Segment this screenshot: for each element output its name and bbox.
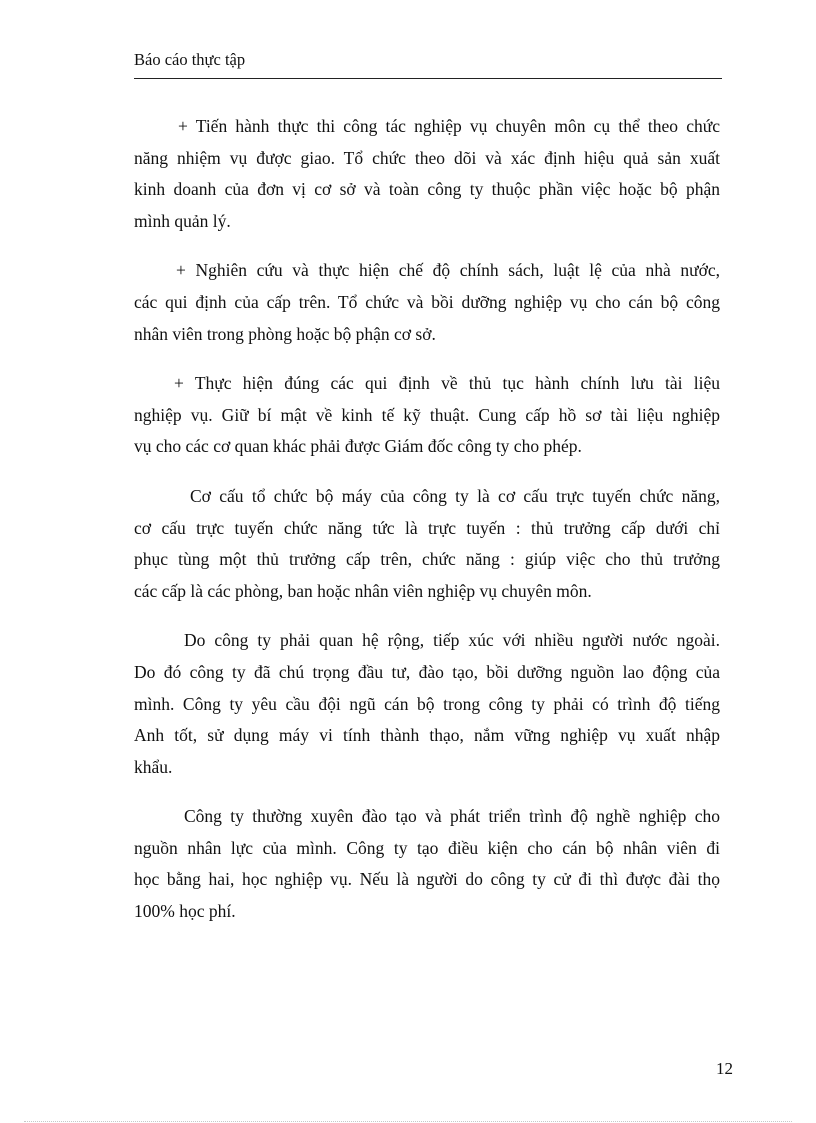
paragraph-line: + Tiến hành thực thi công tác nghiệp vụ chuyên môn cụ thể theo chức	[178, 116, 720, 136]
paragraph-line: mình. Công ty yêu cầu đội ngũ cán bộ trong công ty phải có trình độ tiếng	[134, 693, 720, 714]
paragraph-line: nguồn nhân lực của mình. Công ty tạo điều kiện cho cán bộ nhân viên đi	[134, 837, 720, 858]
paragraph-line: Công ty thường xuyên đào tạo và phát triển trình độ nghề nghiệp cho	[184, 806, 720, 827]
paragraph-duties-2	[134, 255, 720, 350]
paragraph-staff-requirements	[134, 625, 720, 783]
paragraph-duties-3	[134, 368, 720, 463]
paragraph-line: nhân viên trong phòng hoặc bộ phận cơ sở.	[134, 323, 436, 344]
paragraph-line: khẩu.	[134, 756, 173, 777]
paragraph-line: năng nhiệm vụ được giao. Tổ chức theo dõi và xác định hiệu quả sản xuất	[134, 147, 720, 168]
paragraph-duties-1	[134, 111, 720, 237]
paragraph-line: học bằng hai, học nghiệp vụ. Nếu là người do công ty cử đi thì được đài thọ	[134, 869, 720, 890]
header-title: Báo cáo thực tập	[134, 50, 246, 69]
paragraph-line: + Nghiên cứu và thực hiện chế độ chính sách, luật lệ của nhà nước,	[176, 260, 720, 281]
page-header	[134, 50, 722, 79]
paragraph-line: Do công ty phải quan hệ rộng, tiếp xúc với nhiều người nước ngoài.	[184, 630, 720, 651]
paragraph-line: Anh tốt, sử dụng máy vi tính thành thạo, nắm vững nghiệp vụ xuất nhập	[134, 725, 720, 746]
paragraph-line: Cơ cấu tổ chức bộ máy của công ty là cơ cấu trực tuyến chức năng,	[190, 485, 720, 506]
paragraph-line: các qui định của cấp trên. Tổ chức và bồi dưỡng nghiệp vụ cho cán bộ công	[134, 291, 720, 312]
paragraph-line: vụ cho các cơ quan khác phải được Giám đốc công ty cho phép.	[134, 436, 582, 457]
paragraph-line: các cấp là các phòng, ban hoặc nhân viên nghiệp vụ chuyên môn.	[134, 580, 592, 601]
paragraph-line: 100% học phí.	[134, 901, 236, 922]
document-body	[134, 111, 720, 946]
paragraph-training	[134, 801, 720, 927]
paragraph-line: nghiệp vụ. Giữ bí mật về kinh tế kỹ thuật. Cung cấp hồ sơ tài liệu nghiệp	[134, 404, 720, 425]
paragraph-line: + Thực hiện đúng các qui định về thủ tục hành chính lưu tài liệu	[174, 373, 720, 394]
paragraph-org-structure	[134, 481, 720, 607]
paragraph-line: kinh doanh của đơn vị cơ sở và toàn công ty thuộc phần việc hoặc bộ phận	[134, 179, 720, 200]
footer-divider	[24, 1121, 792, 1122]
paragraph-line: Do đó công ty đã chú trọng đầu tư, đào tạo, bồi dưỡng nguồn lao động của	[134, 661, 720, 682]
paragraph-line: mình quản lý.	[134, 210, 231, 231]
page-number: 12	[716, 1059, 733, 1078]
paragraph-line: phục tùng một thủ trưởng cấp trên, chức năng : giúp việc cho thủ trưởng	[134, 549, 720, 570]
paragraph-line: cơ cấu trực tuyến chức năng tức là trực tuyến : thủ trưởng cấp dưới chỉ	[134, 517, 720, 538]
